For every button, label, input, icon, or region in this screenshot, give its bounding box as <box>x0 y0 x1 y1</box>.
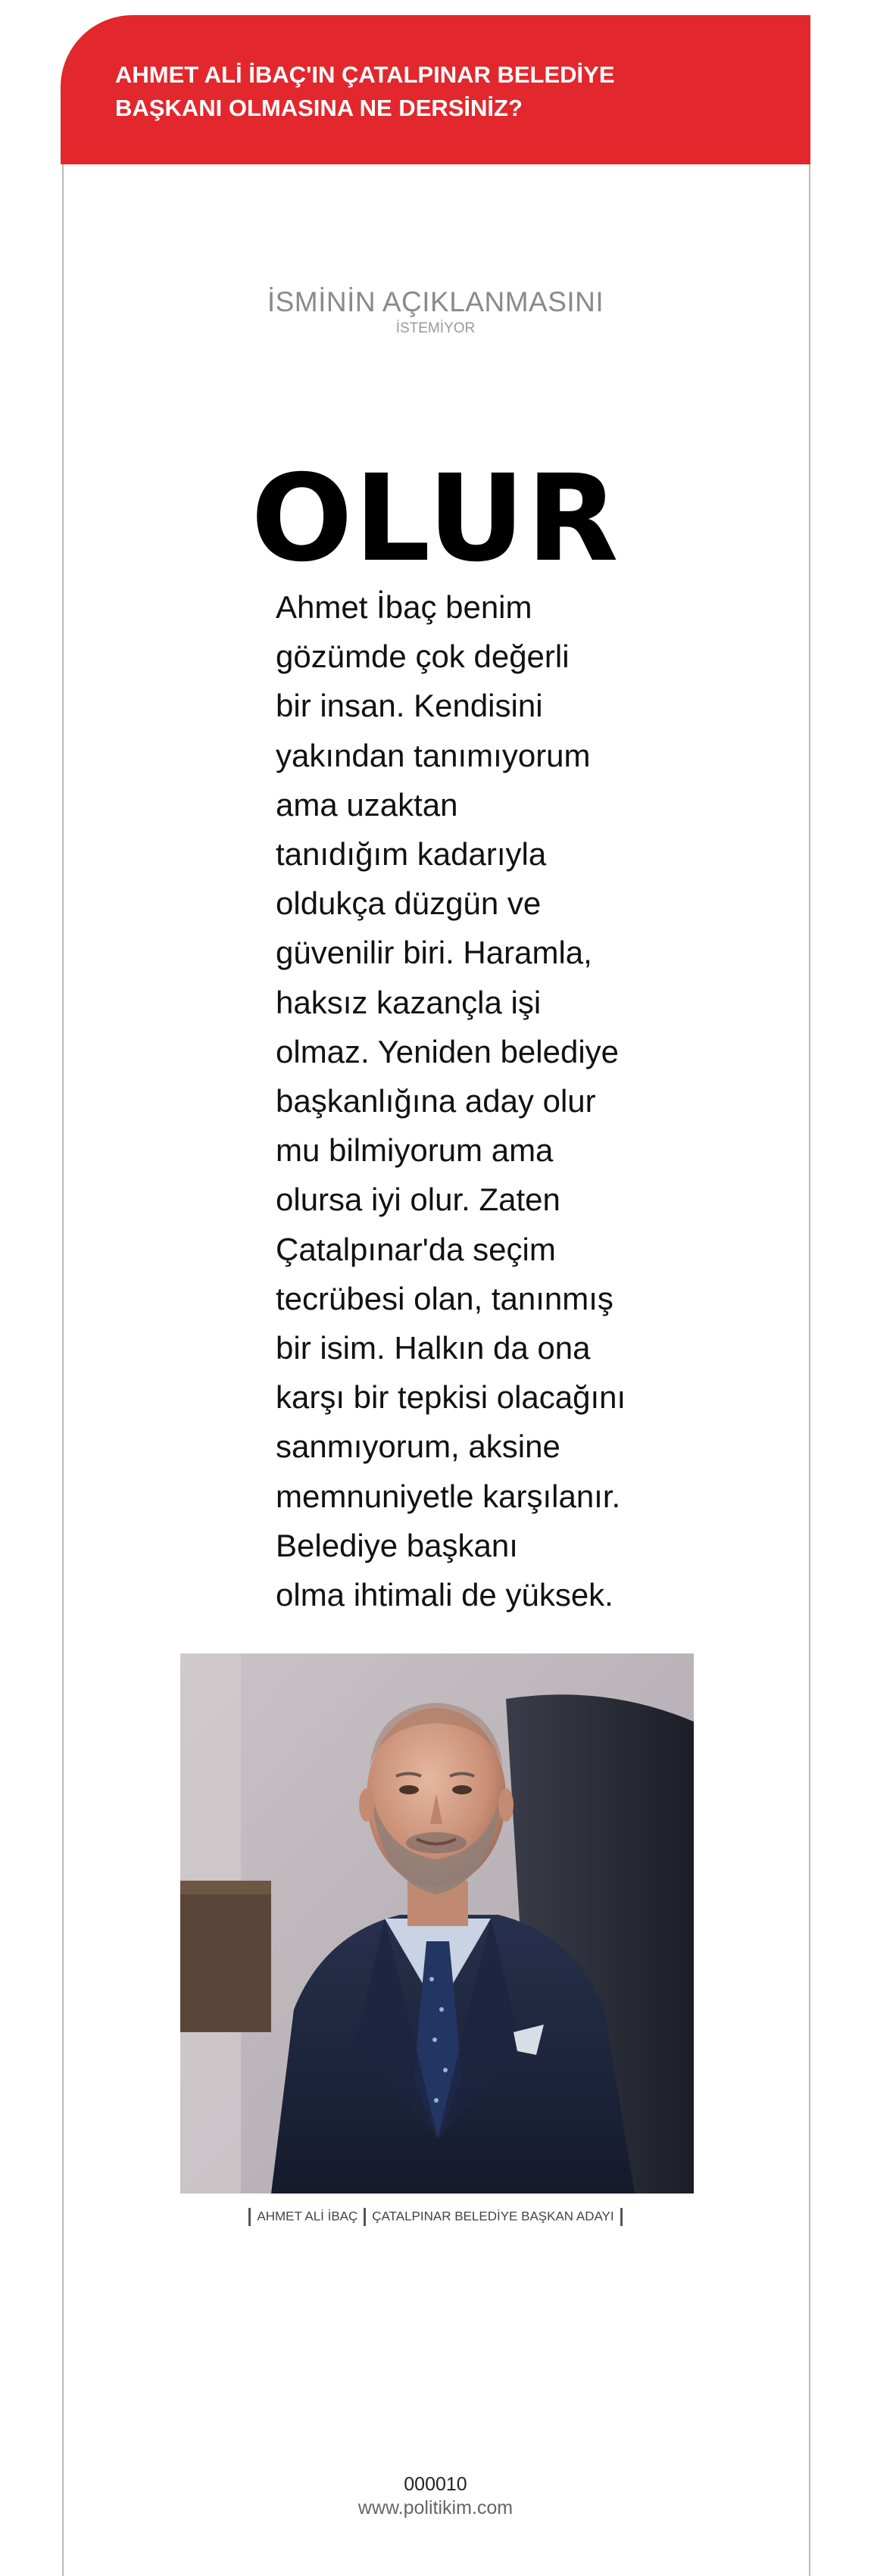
body-line: sanmıyorum, aksine <box>276 1429 560 1465</box>
body-line: yakından tanımıyorum <box>276 737 591 773</box>
answer-body <box>276 582 632 1619</box>
body-line: güvenilir biri. Haramla, <box>276 935 592 971</box>
body-line: gözümde çok değerli <box>276 639 570 675</box>
caption-name: AHMET ALİ İBAÇ <box>257 2209 358 2224</box>
body-line: ama uzaktan <box>276 786 458 823</box>
caption-role: ÇATALPINAR BELEDİYE BAŞKAN ADAYI <box>372 2209 614 2224</box>
caption-divider <box>248 2208 251 2226</box>
body-line: tecrübesi olan, tanınmış <box>276 1280 613 1316</box>
answer-heading: OLUR <box>251 449 620 589</box>
body-line: oldukça düzgün ve <box>276 885 542 922</box>
body-line: memnuniyetle karşılanır. <box>276 1478 621 1514</box>
site-url: www.politikim.com <box>357 2497 514 2518</box>
body-line: bir insan. Kendisini <box>276 688 543 724</box>
body-line: olursa iyi olur. Zaten <box>276 1182 560 1218</box>
body-line: Çatalpınar'da seçim <box>276 1231 556 1267</box>
body-line: başkanlığına aday olur <box>276 1083 596 1119</box>
body-line: karşı bir tepkisi olacağını <box>276 1379 626 1416</box>
header-band <box>61 15 810 164</box>
respondent-block <box>0 286 871 338</box>
body-line: olma ihtimali de yüksek. <box>276 1577 613 1613</box>
respondent-name: İSMİNİN AÇIKLANMASINI <box>267 286 604 317</box>
body-line: olmaz. Yeniden belediye <box>276 1033 620 1069</box>
body-line: bir isim. Halkın da ona <box>276 1330 591 1366</box>
body-line: Ahmet İbaç benim <box>276 589 532 625</box>
body-line: tanıdığım kadarıyla <box>276 836 547 873</box>
body-line: mu bilmiyorum ama <box>276 1132 554 1169</box>
page-number: 000010 <box>404 2474 467 2495</box>
page-title: AHMET ALİ İBAÇ'IN ÇATALPINAR BELEDİYE BAŞKANI OLMASINA NE DERSİNİZ? <box>115 61 615 121</box>
body-line: haksız kazançla işi <box>276 984 542 1020</box>
body-line: Belediye başkanı <box>276 1527 518 1563</box>
respondent-name-continued: İSTEMİYOR <box>395 320 476 336</box>
caption-divider <box>364 2208 366 2226</box>
caption-divider <box>620 2208 623 2226</box>
portrait-photo <box>180 1653 694 2194</box>
photo-caption <box>0 2206 871 2227</box>
page-footer <box>0 2473 871 2520</box>
